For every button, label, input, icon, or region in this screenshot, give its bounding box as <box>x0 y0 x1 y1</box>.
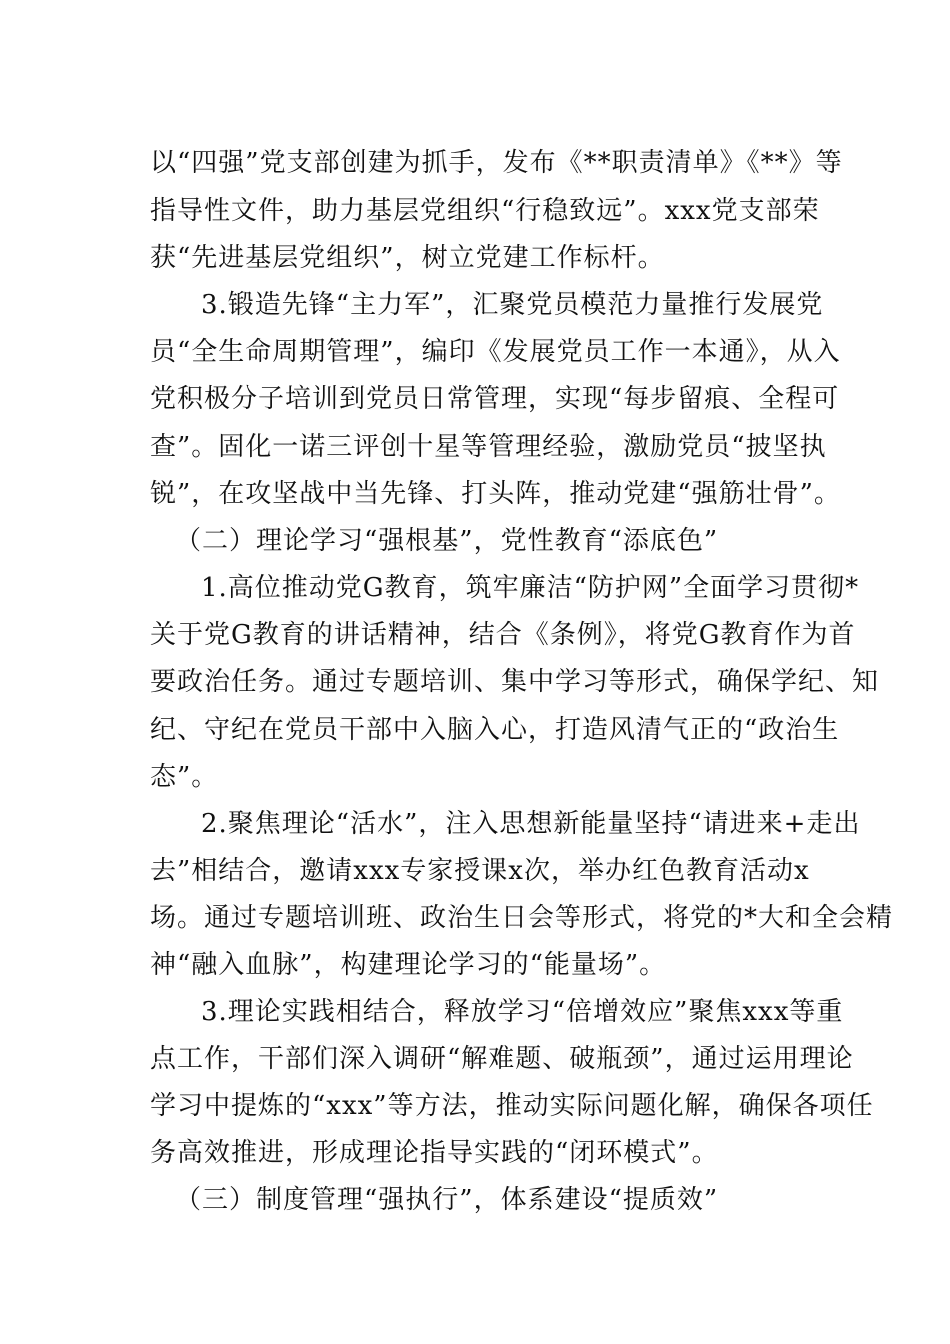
body-text-line: 神“融入血脉”，构建理论学习的“能量场”。 <box>150 950 667 980</box>
body-text-line: 场。通过专题培训班、政治生日会等形式，将党的*大和全会精 <box>150 903 894 933</box>
paragraph-first-line: 3.理论实践相结合，释放学习“倍增效应”聚焦xxx等重 <box>201 997 844 1027</box>
body-text-line: 关于党G教育的讲话精神，结合《条例》，将党G教育作为首 <box>150 620 856 650</box>
body-text-line: 去”相结合，邀请xxx专家授课x次，举办红色教育活动x <box>150 856 810 886</box>
body-text-line: 员“全生命周期管理”，编印《发展党员工作一本通》，从入 <box>150 337 841 367</box>
paragraph-first-line: 3.锻造先锋“主力军”，汇聚党员模范力量推行发展党 <box>201 290 824 320</box>
body-text-line: 纪、守纪在党员干部中入脑入心，打造风清气正的“政治生 <box>150 715 840 745</box>
paragraph-first-line: 1.高位推动党G教育，筑牢廉洁“防护网”全面学习贯彻* <box>201 573 860 603</box>
body-text-line: 学习中提炼的“xxx”等方法，推动实际问题化解，确保各项任 <box>150 1091 874 1121</box>
section-heading: （二）理论学习“强根基”，党性教育“添底色” <box>175 526 719 556</box>
body-text-line: 查”。固化一诺三评创十星等管理经验，激励党员“披坚执 <box>150 432 827 462</box>
body-text-line: 态”。 <box>150 762 219 792</box>
body-text-line: 锐”，在攻坚战中当先锋、打头阵，推动党建“强筋壮骨”。 <box>150 479 841 509</box>
paragraph-first-line: 2.聚焦理论“活水”，注入思想新能量坚持“请进来+走出 <box>201 809 861 839</box>
body-text-line: 党积极分子培训到党员日常管理，实现“每步留痕、全程可 <box>150 384 840 414</box>
body-text-line: 指导性文件，助力基层党组织“行稳致远”。xxx党支部荣 <box>150 196 820 226</box>
body-text-line: 点工作，干部们深入调研“解难题、破瓶颈”，通过运用理论 <box>150 1044 854 1074</box>
body-text-line: 以“四强”党支部创建为抓手，发布《**职责清单》《**》等 <box>150 148 843 178</box>
section-heading: （三）制度管理“强执行”，体系建设“提质效” <box>175 1185 719 1215</box>
body-text-line: 务高效推进，形成理论指导实践的“闭环模式”。 <box>150 1138 719 1168</box>
body-text-line: 要政治任务。通过专题培训、集中学习等形式，确保学纪、知 <box>150 667 880 697</box>
body-text-line: 获“先进基层党组织”，树立党建工作标杆。 <box>150 243 665 273</box>
